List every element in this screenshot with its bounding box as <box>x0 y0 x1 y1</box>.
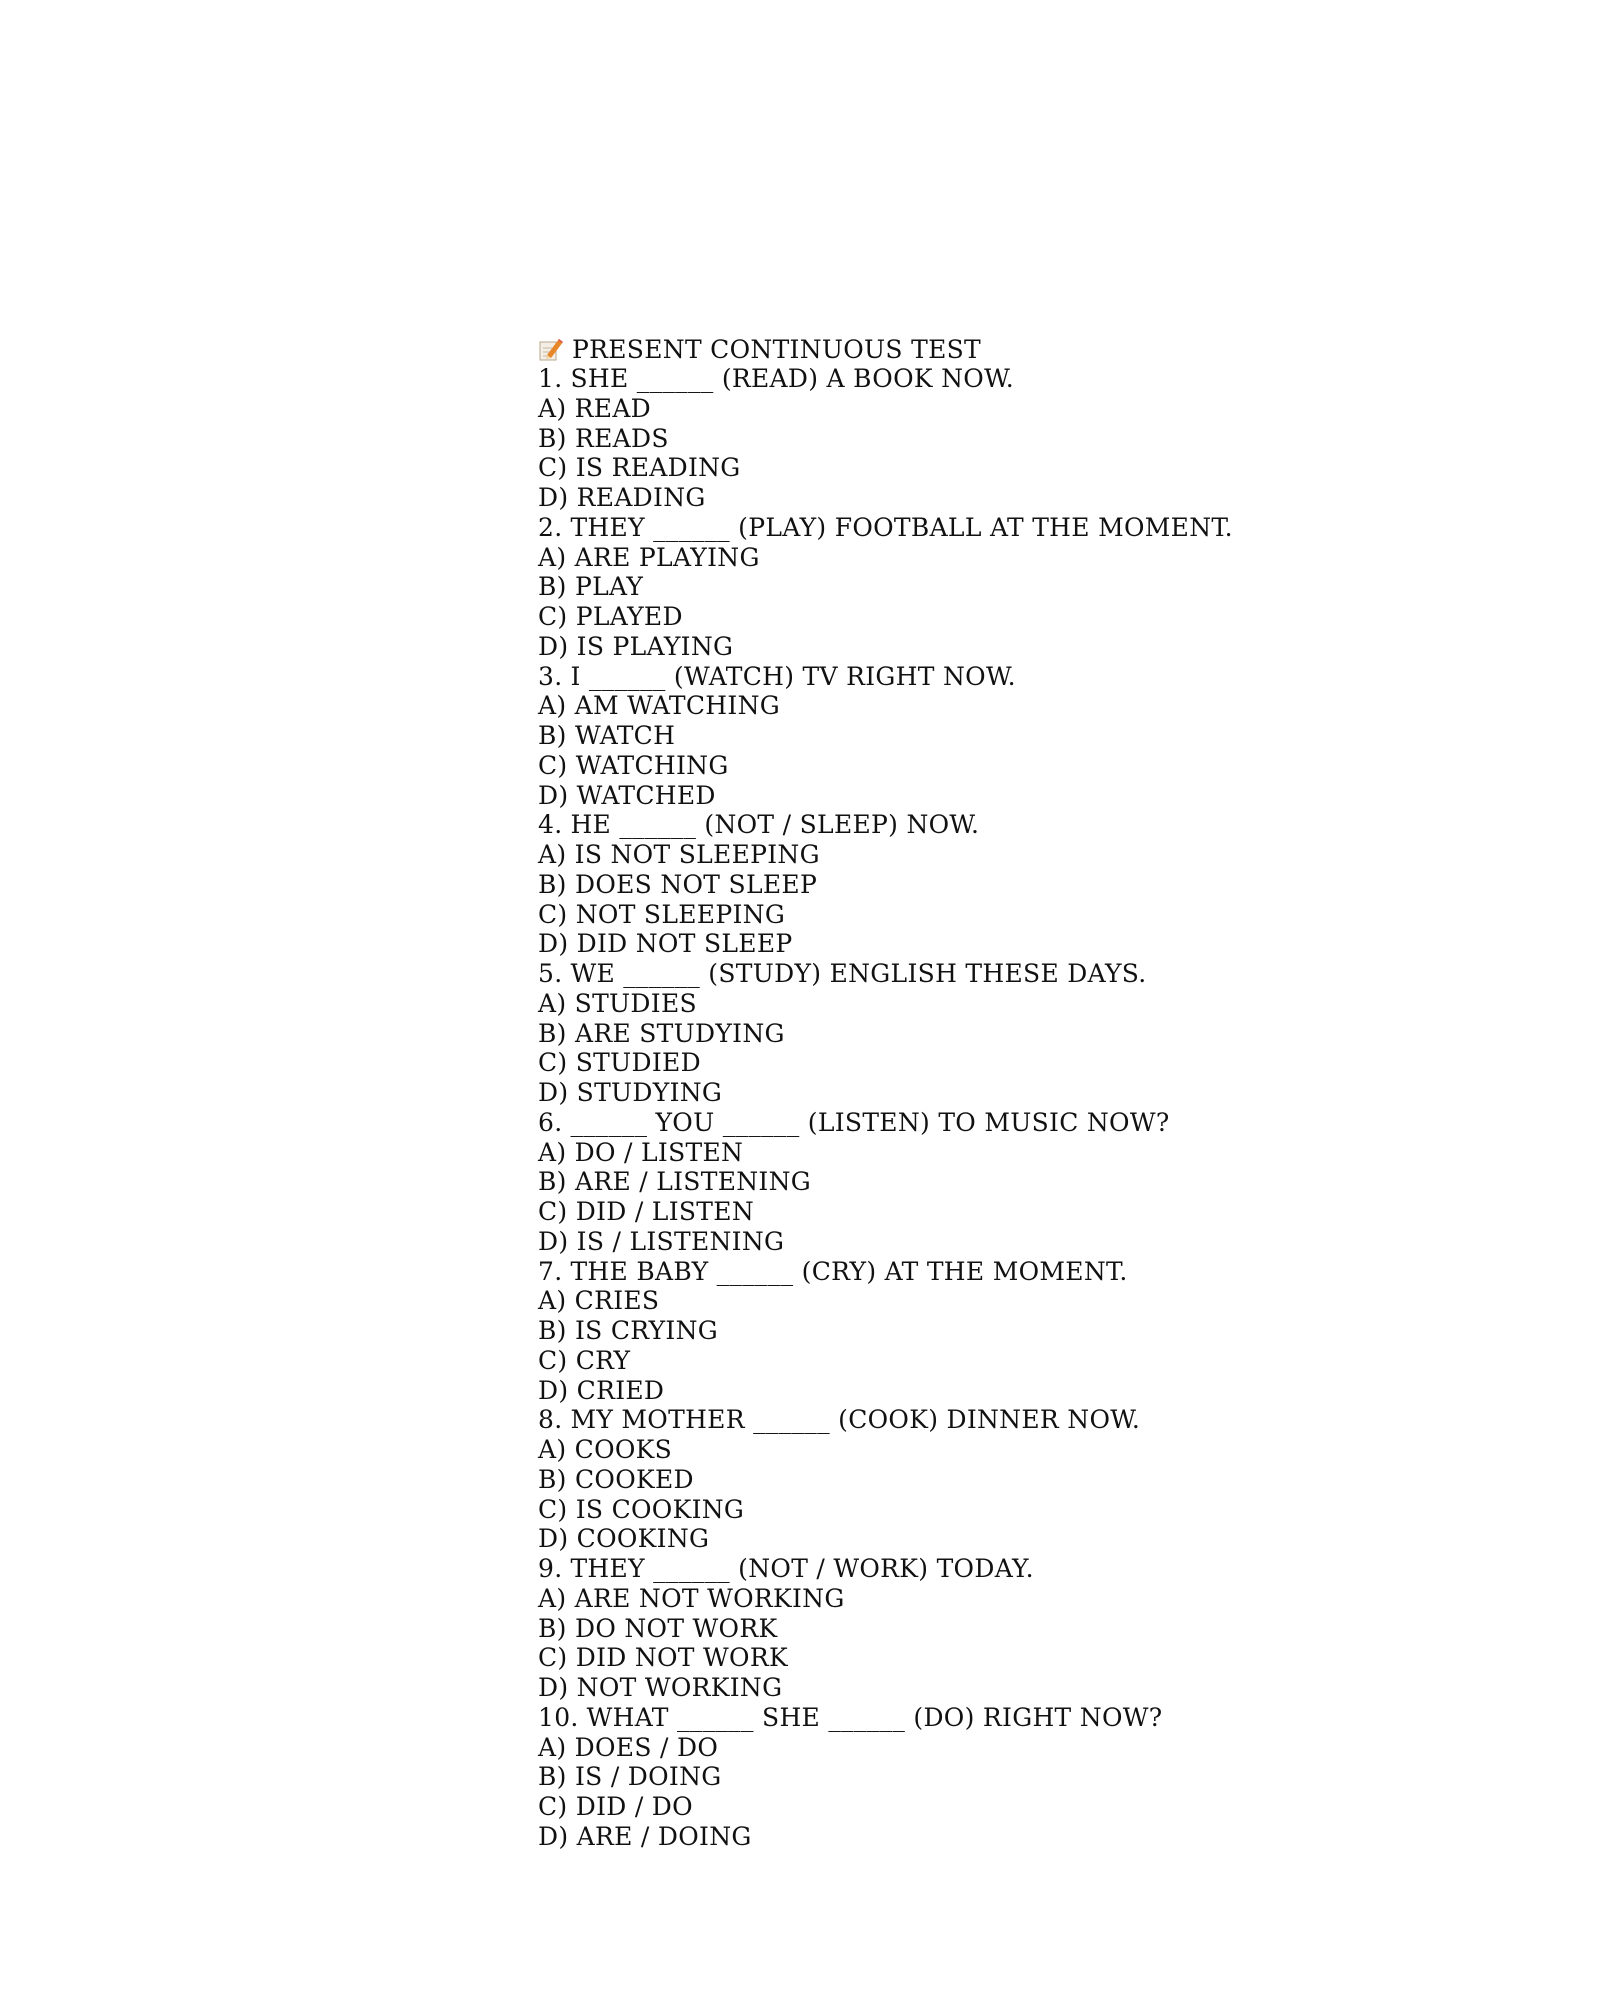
question-7 <box>538 1257 1298 1406</box>
answer-option-a: A) AM WATCHING <box>538 691 781 721</box>
answer-option-c: C) IS COOKING <box>538 1494 745 1524</box>
answer-option-c: C) NOT SLEEPING <box>538 899 786 929</box>
question-1 <box>538 364 1298 513</box>
question-number: 1. <box>538 364 563 393</box>
question-line <box>538 1257 1298 1287</box>
question-line <box>538 513 1298 543</box>
answer-option-b: B) ARE / LISTENING <box>538 1167 812 1197</box>
answer-option-d: D) DID NOT SLEEP <box>538 929 793 959</box>
question-line <box>538 959 1298 989</box>
question-text: WHAT ______ SHE ______ (DO) RIGHT NOW? <box>586 1702 1163 1732</box>
answer-option-a: A) IS NOT SLEEPING <box>538 840 820 869</box>
question-line <box>538 662 1298 692</box>
answer-option-d: D) NOT WORKING <box>538 1673 783 1702</box>
question-text: THEY ______ (PLAY) FOOTBALL AT THE MOMENT. <box>570 512 1233 542</box>
question-6 <box>538 1108 1298 1257</box>
question-number: 8. <box>538 1405 563 1435</box>
question-number: 7. <box>538 1256 563 1286</box>
answer-option-a: A) READ <box>538 393 652 423</box>
question-line <box>538 364 1298 394</box>
question-text: MY MOTHER ______ (COOK) DINNER NOW. <box>570 1405 1141 1435</box>
answer-option-a: A) CRIES <box>538 1286 660 1316</box>
question-number: 9. <box>538 1554 563 1583</box>
question-8 <box>538 1405 1298 1554</box>
answer-option-d: D) ARE / DOING <box>538 1821 752 1851</box>
answer-option-c: C) DID NOT WORK <box>538 1643 788 1673</box>
answer-option-d: D) STUDYING <box>538 1078 723 1107</box>
question-text: WE ______ (STUDY) ENGLISH THESE DAYS. <box>570 959 1147 988</box>
answer-option-b: B) READS <box>538 423 669 453</box>
question-number: 4. <box>538 810 563 840</box>
answer-option-a: A) DOES / DO <box>538 1732 719 1762</box>
answer-option-a: A) DO / LISTEN <box>538 1137 744 1167</box>
answer-option-b: B) ARE STUDYING <box>538 1018 785 1048</box>
answer-option-b: B) PLAY <box>538 572 644 602</box>
answer-option-c: C) STUDIED <box>538 1048 701 1078</box>
question-line <box>538 1703 1298 1733</box>
answer-option-a: A) STUDIES <box>538 988 697 1018</box>
question-list <box>538 364 1298 1852</box>
question-text: THE BABY ______ (CRY) AT THE MOMENT. <box>570 1256 1128 1286</box>
question-text: HE ______ (NOT / SLEEP) NOW. <box>570 810 980 840</box>
question-number: 5. <box>538 959 563 988</box>
question-text: I ______ (WATCH) TV RIGHT NOW. <box>570 661 1016 691</box>
worksheet <box>538 334 1298 1852</box>
question-text: ______ YOU ______ (LISTEN) TO MUSIC NOW? <box>570 1107 1170 1137</box>
question-line <box>538 1405 1298 1435</box>
question-10 <box>538 1703 1298 1852</box>
answer-option-d: D) COOKING <box>538 1524 710 1554</box>
question-number: 2. <box>538 512 563 542</box>
question-4 <box>538 810 1298 959</box>
title-text: PRESENT CONTINUOUS TEST <box>572 334 982 364</box>
answer-option-c: C) WATCHING <box>538 750 729 780</box>
question-line <box>538 1108 1298 1138</box>
question-line <box>538 810 1298 840</box>
answer-option-d: D) READING <box>538 483 706 512</box>
question-2 <box>538 513 1298 662</box>
question-text: SHE ______ (READ) A BOOK NOW. <box>570 364 1014 393</box>
answer-option-b: B) WATCH <box>538 721 676 750</box>
question-5 <box>538 959 1298 1108</box>
answer-option-b: B) IS CRYING <box>538 1316 719 1345</box>
question-text: THEY ______ (NOT / WORK) TODAY. <box>570 1554 1034 1583</box>
question-number: 6. <box>538 1107 563 1137</box>
question-number: 10. <box>538 1702 579 1732</box>
answer-option-c: C) DID / LISTEN <box>538 1197 755 1226</box>
worksheet-title <box>538 334 1298 364</box>
answer-option-c: C) IS READING <box>538 453 741 483</box>
question-number: 3. <box>538 661 563 691</box>
pencil-memo-icon <box>538 336 564 362</box>
answer-option-d: D) CRIED <box>538 1375 665 1405</box>
question-9 <box>538 1554 1298 1703</box>
answer-option-d: D) IS PLAYING <box>538 631 734 661</box>
answer-option-a: A) COOKS <box>538 1435 673 1464</box>
answer-option-b: B) IS / DOING <box>538 1762 722 1792</box>
answer-option-b: B) DOES NOT SLEEP <box>538 869 818 899</box>
answer-option-a: A) ARE PLAYING <box>538 542 760 572</box>
answer-option-a: A) ARE NOT WORKING <box>538 1583 845 1613</box>
answer-option-b: B) DO NOT WORK <box>538 1613 778 1643</box>
answer-option-c: C) PLAYED <box>538 602 683 631</box>
answer-option-d: D) WATCHED <box>538 780 716 810</box>
answer-option-b: B) COOKED <box>538 1464 694 1494</box>
question-line <box>538 1554 1298 1584</box>
answer-option-d: D) IS / LISTENING <box>538 1226 785 1256</box>
answer-option-c: C) CRY <box>538 1345 631 1375</box>
question-3 <box>538 662 1298 811</box>
answer-option-c: C) DID / DO <box>538 1792 693 1821</box>
